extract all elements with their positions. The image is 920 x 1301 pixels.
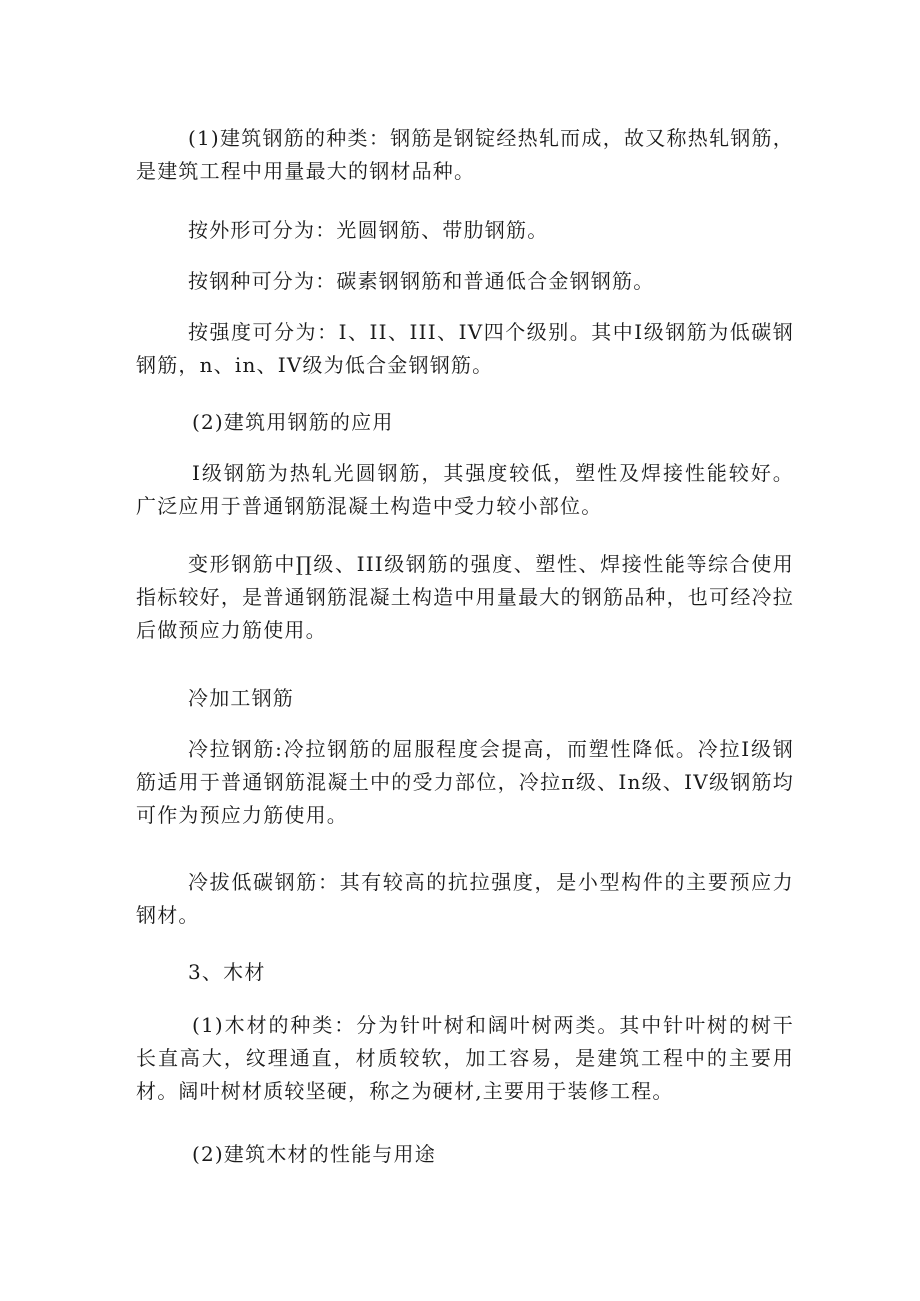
section-heading-wood: 3、木材 [188, 960, 266, 984]
paragraph-by-steel-grade: 按钢种可分为：碳素钢钢筋和普通低合金钢钢筋。 [188, 269, 655, 293]
paragraph-steel-types: (1)建筑钢筋的种类：钢筋是钢锭经热轧而成，故又称热轧钢筋，是建筑工程中用量最大的钢材品种。 [136, 126, 794, 183]
paragraph-grade-one-steel: I级钢筋为热轧光圆钢筋，其强度较低，塑性及焊接性能较好。广泛应用于普通钢筋混凝土构造中受力较小部位。 [136, 461, 794, 518]
paragraph-cold-worked-heading: 冷加工钢筋 [188, 686, 294, 710]
paragraph-wood-properties-heading: (2)建筑木材的性能与用途 [192, 1142, 436, 1166]
paragraph-by-shape: 按外形可分为：光圆钢筋、带肋钢筋。 [188, 218, 549, 242]
paragraph-cold-drawn: 冷拉钢筋:冷拉钢筋的屈服程度会提高，而塑性降低。冷拉I级钢筋适用于普通钢筋混凝土中的受力部位，冷拉π级、In级、IV级钢筋均可作为预应力筋使用。 [136, 737, 794, 827]
paragraph-steel-application-heading: (2)建筑用钢筋的应用 [192, 410, 394, 434]
paragraph-wood-types: (1)木材的种类：分为针叶树和阔叶树两类。其中针叶树的树干长直高大，纹理通直，材质较软，加工容易，是建筑工程中的主要用材。阔叶树材质较坚硬，称之为硬材,主要用于装修工程。 [136, 1013, 794, 1103]
paragraph-cold-drawn-low-carbon: 冷拔低碳钢筋：其有较高的抗拉强度，是小型构件的主要预应力钢材。 [136, 870, 794, 927]
paragraph-by-strength: 按强度可分为：I、II、III、IV四个级别。其中I级钢筋为低碳钢钢筋，n、in、IV级为低合金钢钢筋。 [136, 320, 794, 377]
paragraph-deformed-steel: 变形钢筋中∏级、III级钢筋的强度、塑性、焊接性能等综合使用指标较好，是普通钢筋混凝土构造中用量最大的钢筋品种，也可经冷拉后做预应力筋使用。 [136, 552, 794, 642]
